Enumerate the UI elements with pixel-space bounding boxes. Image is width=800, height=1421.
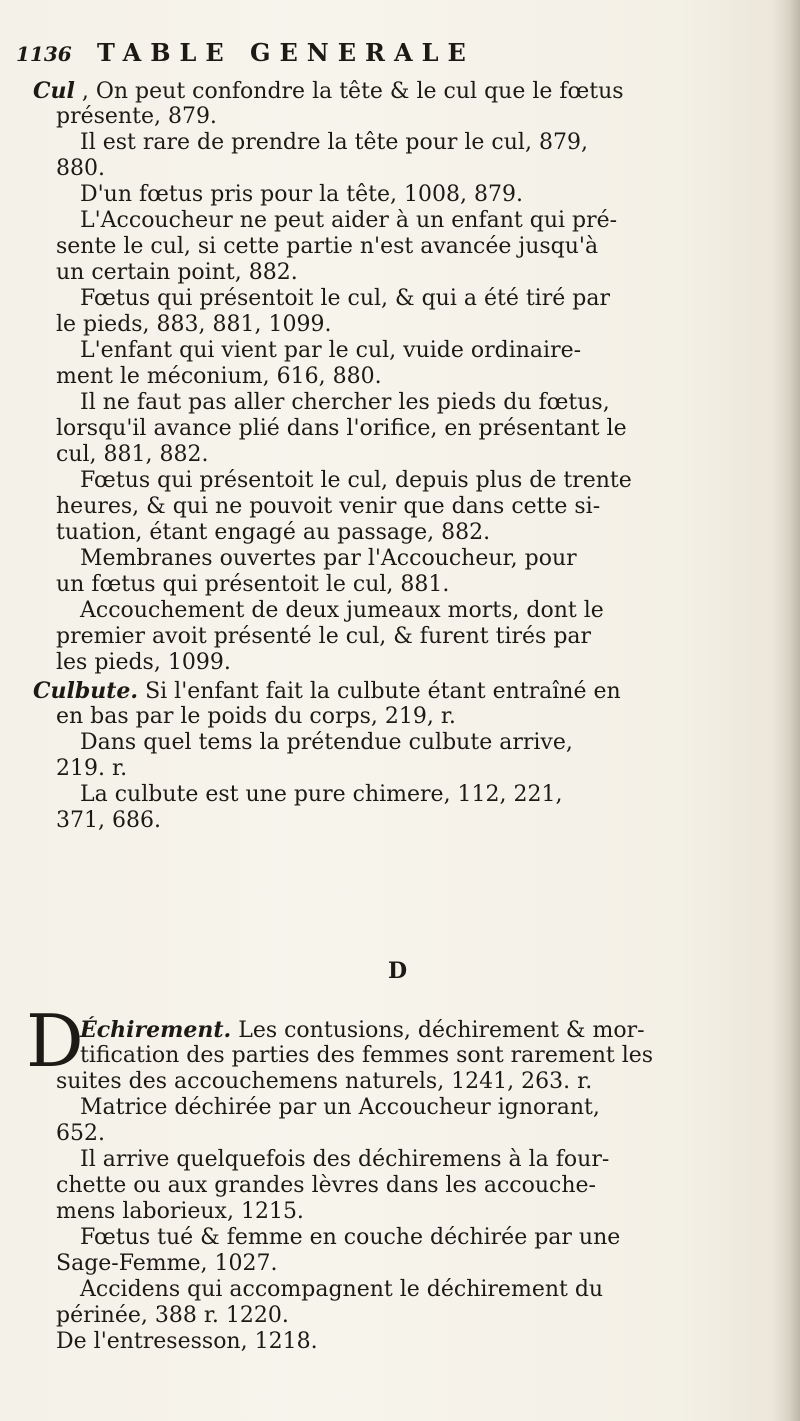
entry-line: sente le cul, si cette partie n'est avancée jusqu'à xyxy=(56,234,599,259)
running-header xyxy=(16,38,796,67)
entry-line: De l'entresesson, 1218. xyxy=(56,1329,318,1354)
entry-line: La culbute est une pure chimere, 112, 221, xyxy=(80,782,563,807)
entry-line: 652. xyxy=(56,1121,105,1146)
entry-line: L'Accoucheur ne peut aider à un enfant qui pré- xyxy=(80,208,618,233)
entry-line: le pieds, 883, 881, 1099. xyxy=(56,312,332,337)
index-keyword: Échirement. xyxy=(80,1017,232,1043)
section-letter: D xyxy=(388,958,408,984)
index-keyword: Culbute. xyxy=(33,678,139,704)
entry-line: lorsqu'il avance plié dans l'orifice, en présentant le xyxy=(56,416,627,441)
entry-line: Sage-Femme, 1027. xyxy=(56,1251,278,1276)
entry-line: 371, 686. xyxy=(56,808,161,833)
entry-line: Accidens qui accompagnent le déchirement du xyxy=(80,1277,604,1302)
entry-line: Accouchement de deux jumeaux morts, dont le xyxy=(80,598,604,623)
entry-line: périnée, 388 r. 1220. xyxy=(56,1303,289,1328)
entry-line: un fœtus qui présentoit le cul, 881. xyxy=(56,572,450,597)
entry-line: tuation, étant engagé au passage, 882. xyxy=(56,520,491,545)
drop-cap: D xyxy=(26,999,84,1083)
entry-line: Il est rare de prendre la tête pour le cul, 879, xyxy=(80,130,588,155)
entry-line: Il arrive quelquefois des déchiremens à la four- xyxy=(80,1147,610,1172)
entry-line: L'enfant qui vient par le cul, vuide ordinaire- xyxy=(80,338,582,363)
entry-line: les pieds, 1099. xyxy=(56,650,231,675)
entry-line: Fœtus qui présentoit le cul, depuis plus de trente xyxy=(80,468,632,493)
entry-line: Fœtus tué & femme en couche déchirée par une xyxy=(80,1225,621,1250)
entry-line: Il ne faut pas aller chercher les pieds du fœtus, xyxy=(80,390,610,415)
index-keyword: Cul xyxy=(33,78,75,104)
entry-line: suites des accouchemens naturels, 1241, 263. r. xyxy=(56,1069,593,1094)
entry-line: tification des parties des femmes sont rarement les xyxy=(80,1043,654,1068)
entry-line: Fœtus qui présentoit le cul, & qui a été tiré par xyxy=(80,286,610,311)
entry-line: D'un fœtus pris pour la tête, 1008, 879. xyxy=(80,182,523,207)
entry-line: cul, 881, 882. xyxy=(56,442,209,467)
entry-line: Échirement. Les contusions, déchirement & mor- xyxy=(80,1017,645,1043)
entry-line: en bas par le poids du corps, 219, r. xyxy=(56,704,456,729)
entry-line: ment le méconium, 616, 880. xyxy=(56,364,382,389)
page-number: 1136 xyxy=(16,42,72,66)
entry-line: Culbute. Si l'enfant fait la culbute étant entraîné en xyxy=(33,678,621,704)
entry-line: mens laborieux, 1215. xyxy=(56,1199,304,1224)
entry-line: Dans quel tems la prétendue culbute arrive, xyxy=(80,730,573,755)
entry-line: présente, 879. xyxy=(56,104,217,129)
entry-line: un certain point, 882. xyxy=(56,260,298,285)
entry-line: chette ou aux grandes lèvres dans les accouche- xyxy=(56,1173,596,1198)
entry-line: Membranes ouvertes par l'Accoucheur, pour xyxy=(80,546,577,571)
entry-line: 880. xyxy=(56,156,105,181)
entry-line: Matrice déchirée par un Accoucheur ignorant, xyxy=(80,1095,600,1120)
page-title: TABLE GENERALE xyxy=(97,38,475,67)
page-edge-shadow xyxy=(772,0,800,1421)
entry-line: heures, & qui ne pouvoit venir que dans cette si- xyxy=(56,494,601,519)
entry-line: 219. r. xyxy=(56,756,128,781)
entry-line: premier avoit présenté le cul, & furent tirés par xyxy=(56,624,592,649)
entry-line: Cul , On peut confondre la tête & le cul que le fœtus xyxy=(33,78,624,104)
